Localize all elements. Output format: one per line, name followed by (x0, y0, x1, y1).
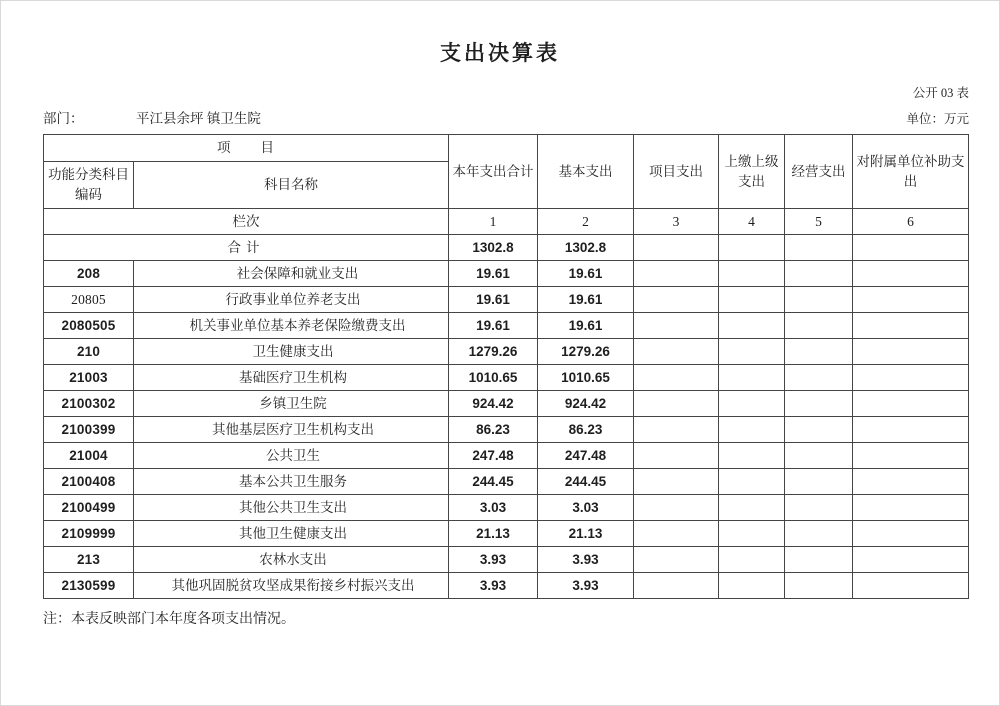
total-value: 1302.8 (449, 235, 538, 261)
row-subject-name: 其他公共卫生支出 (134, 495, 449, 521)
row-value: 3.93 (449, 573, 538, 599)
row-value: 247.48 (449, 443, 538, 469)
row-value (853, 365, 969, 391)
row-value (853, 417, 969, 443)
table-row (44, 313, 969, 339)
row-value: 3.93 (449, 547, 538, 573)
row-value: 1010.65 (538, 365, 634, 391)
row-value (853, 573, 969, 599)
row-value: 3.03 (538, 495, 634, 521)
rank-number-4: 4 (719, 209, 785, 235)
table-code-label: 公开 03 表 (912, 86, 969, 100)
row-value (785, 443, 853, 469)
row-function-code: 21003 (44, 365, 134, 391)
row-value: 3.03 (449, 495, 538, 521)
row-function-code: 2130599 (44, 573, 134, 599)
rank-number-1: 1 (449, 209, 538, 235)
total-label: 合计 (44, 235, 449, 261)
row-value: 924.42 (538, 391, 634, 417)
row-value: 924.42 (449, 391, 538, 417)
rank-number-2: 2 (538, 209, 634, 235)
row-value (719, 469, 785, 495)
row-function-code: 2100399 (44, 417, 134, 443)
row-subject-name: 机关事业单位基本养老保险缴费支出 (134, 313, 449, 339)
row-value (634, 391, 719, 417)
rank-number-6: 6 (853, 209, 969, 235)
row-value (853, 287, 969, 313)
table-row (44, 521, 969, 547)
row-subject-name: 公共卫生 (134, 443, 449, 469)
total-value (719, 235, 785, 261)
row-value (719, 417, 785, 443)
unit-label: 单位：万元 (906, 112, 969, 126)
row-value (719, 521, 785, 547)
row-value (634, 469, 719, 495)
row-value (853, 495, 969, 521)
row-value (719, 313, 785, 339)
row-value (719, 261, 785, 287)
row-value: 19.61 (449, 261, 538, 287)
row-subject-name: 农林水支出 (134, 547, 449, 573)
page-title: 支出决算表 (440, 41, 560, 65)
row-subject-name: 其他卫生健康支出 (134, 521, 449, 547)
row-value: 244.45 (449, 469, 538, 495)
row-function-code: 208 (44, 261, 134, 287)
row-function-code: 2100499 (44, 495, 134, 521)
row-value (853, 261, 969, 287)
rank-label: 栏次 (44, 209, 449, 235)
row-value (785, 469, 853, 495)
row-value (634, 443, 719, 469)
table-row (44, 573, 969, 599)
row-value: 19.61 (538, 261, 634, 287)
row-value (719, 573, 785, 599)
row-value (785, 547, 853, 573)
total-value (785, 235, 853, 261)
header-col-operating-expenditure: 经营支出 (785, 135, 853, 209)
row-function-code: 2100302 (44, 391, 134, 417)
row-value: 21.13 (449, 521, 538, 547)
table-row (44, 443, 969, 469)
row-subject-name: 其他巩固脱贫攻坚成果衔接乡村振兴支出 (134, 573, 449, 599)
row-function-code: 2100408 (44, 469, 134, 495)
row-value (719, 365, 785, 391)
header-project: 项 目 (44, 135, 449, 162)
row-value: 19.61 (449, 287, 538, 313)
total-row (44, 235, 969, 261)
row-value (785, 339, 853, 365)
row-value (785, 313, 853, 339)
row-function-code: 2080505 (44, 313, 134, 339)
row-value (785, 261, 853, 287)
row-value (853, 469, 969, 495)
row-value (634, 521, 719, 547)
expenditure-table (43, 134, 969, 599)
row-subject-name: 乡镇卫生院 (134, 391, 449, 417)
row-subject-name: 基础医疗卫生机构 (134, 365, 449, 391)
row-value (853, 521, 969, 547)
row-value: 86.23 (538, 417, 634, 443)
row-value (634, 495, 719, 521)
row-value (719, 495, 785, 521)
row-value (785, 417, 853, 443)
row-value: 19.61 (449, 313, 538, 339)
department-value: 平江县余坪 镇卫生院 (136, 111, 261, 126)
department-label: 部门： (43, 111, 84, 126)
footnote: 注：本表反映部门本年度各项支出情况。 (43, 612, 295, 627)
row-value (853, 339, 969, 365)
row-value (634, 547, 719, 573)
table-row (44, 261, 969, 287)
row-value (785, 495, 853, 521)
table-row (44, 339, 969, 365)
row-value: 3.93 (538, 573, 634, 599)
row-value (719, 443, 785, 469)
row-value: 19.61 (538, 287, 634, 313)
row-value (853, 547, 969, 573)
row-value (719, 287, 785, 313)
total-value (853, 235, 969, 261)
row-subject-name: 卫生健康支出 (134, 339, 449, 365)
row-value (719, 547, 785, 573)
table-row (44, 469, 969, 495)
row-value (634, 287, 719, 313)
row-subject-name: 基本公共卫生服务 (134, 469, 449, 495)
row-value: 244.45 (538, 469, 634, 495)
row-value: 1010.65 (449, 365, 538, 391)
row-function-code: 20805 (44, 287, 134, 313)
row-value (719, 339, 785, 365)
row-function-code: 21004 (44, 443, 134, 469)
row-value (853, 313, 969, 339)
row-value (634, 573, 719, 599)
row-function-code: 210 (44, 339, 134, 365)
table-row (44, 391, 969, 417)
row-value (785, 521, 853, 547)
row-value (634, 261, 719, 287)
table-row (44, 547, 969, 573)
header-col-current-year-total: 本年支出合计 (449, 135, 538, 209)
row-value (634, 365, 719, 391)
row-value (634, 313, 719, 339)
row-value (853, 443, 969, 469)
header-subject-name: 科目名称 (134, 162, 449, 209)
row-value: 86.23 (449, 417, 538, 443)
row-value: 3.93 (538, 547, 634, 573)
row-value (853, 391, 969, 417)
row-value: 1279.26 (538, 339, 634, 365)
row-value: 247.48 (538, 443, 634, 469)
row-function-code: 2109999 (44, 521, 134, 547)
row-function-code: 213 (44, 547, 134, 573)
row-value (634, 417, 719, 443)
row-value (634, 339, 719, 365)
header-row-project (44, 135, 969, 162)
content-area (43, 83, 969, 628)
table-row (44, 287, 969, 313)
table-row (44, 417, 969, 443)
row-subject-name: 社会保障和就业支出 (134, 261, 449, 287)
row-value (785, 365, 853, 391)
row-value (785, 573, 853, 599)
header-col-project-expenditure: 项目支出 (634, 135, 719, 209)
total-value: 1302.8 (538, 235, 634, 261)
row-value (785, 391, 853, 417)
header-col-subsidy-expenditure: 对附属单位补助支出 (853, 135, 969, 209)
total-value (634, 235, 719, 261)
row-value: 19.61 (538, 313, 634, 339)
rank-number-3: 3 (634, 209, 719, 235)
table-row (44, 365, 969, 391)
rank-row (44, 209, 969, 235)
row-value: 21.13 (538, 521, 634, 547)
table-row (44, 495, 969, 521)
row-value: 1279.26 (449, 339, 538, 365)
row-value (719, 391, 785, 417)
row-value (785, 287, 853, 313)
rank-number-5: 5 (785, 209, 853, 235)
header-function-code: 功能分类科目编码 (44, 162, 134, 209)
row-subject-name: 行政事业单位养老支出 (134, 287, 449, 313)
row-subject-name: 其他基层医疗卫生机构支出 (134, 417, 449, 443)
table-body (44, 261, 969, 599)
meta-line (43, 107, 969, 127)
header-col-upturned-expenditure: 上缴上级支出 (719, 135, 785, 209)
header-col-basic-expenditure: 基本支出 (538, 135, 634, 209)
